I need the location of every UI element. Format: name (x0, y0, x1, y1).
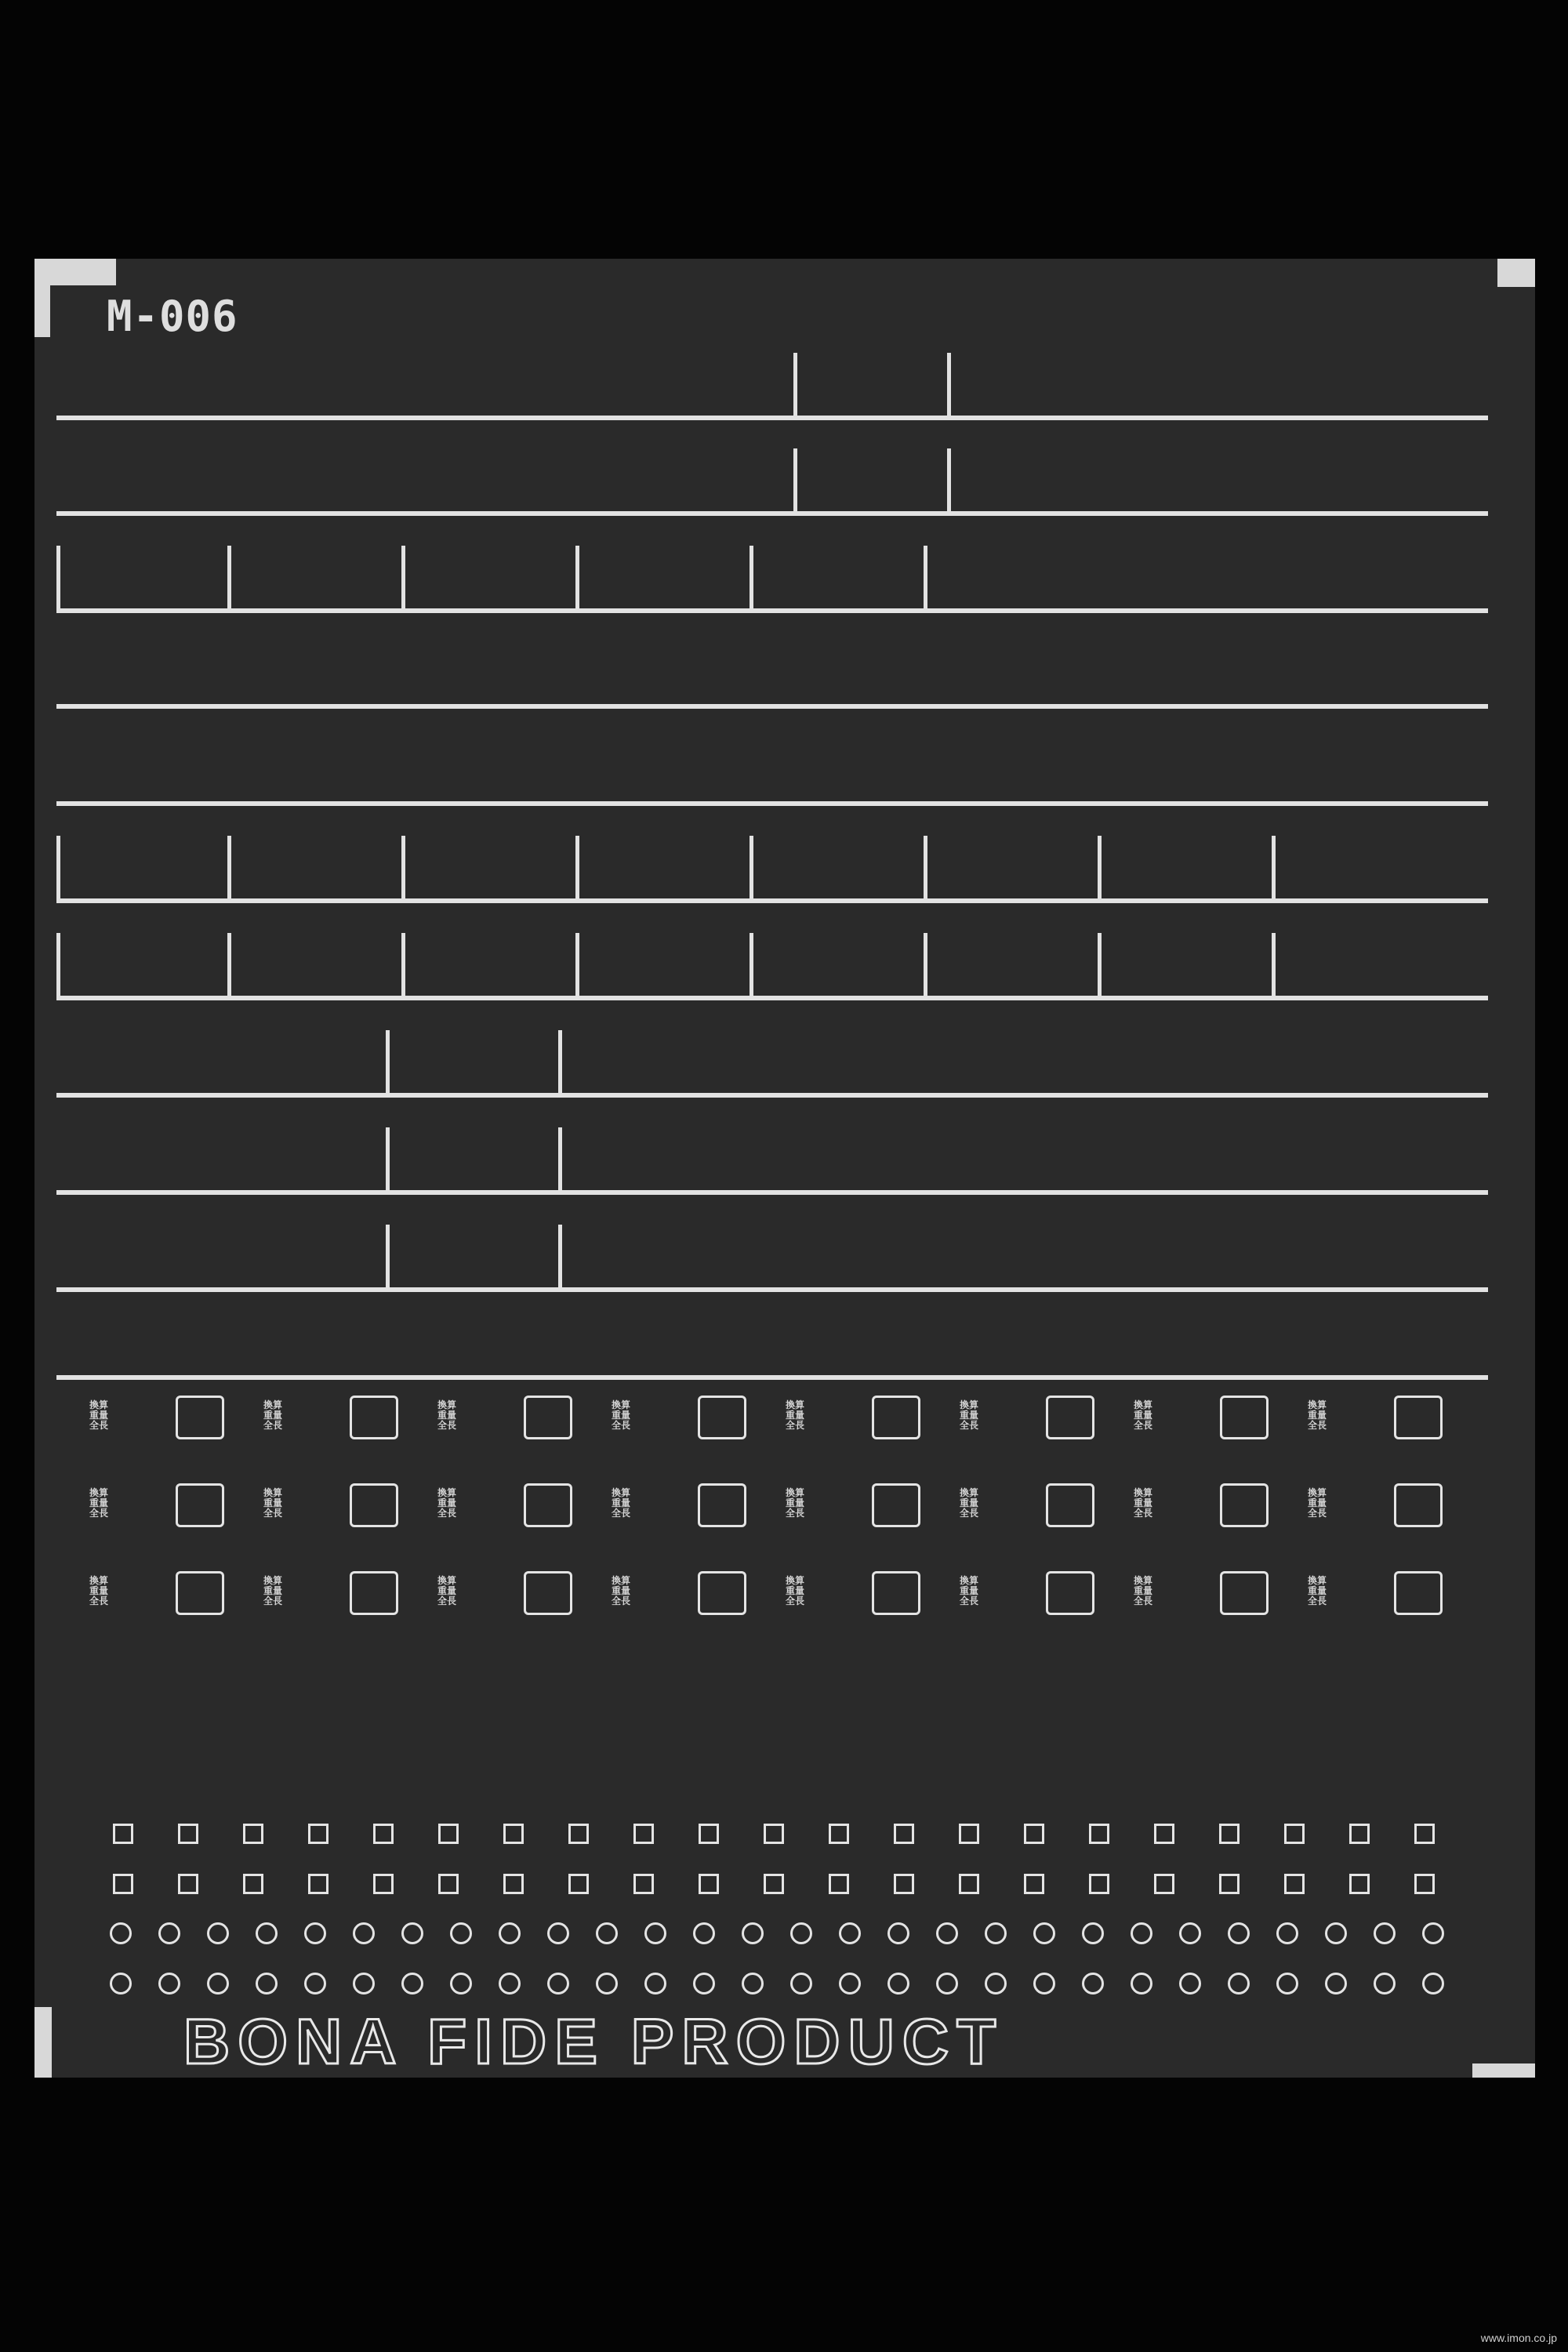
square-mark (1414, 1824, 1435, 1844)
capacity-plate (1220, 1483, 1269, 1527)
circle-mark (401, 1973, 423, 1994)
circle-mark (353, 1973, 375, 1994)
section-divider (227, 933, 231, 1000)
capacity-plate (176, 1396, 224, 1439)
square-mark (1154, 1874, 1174, 1894)
spec-block: 換算 重量 全長 (263, 1575, 283, 1606)
capacity-plate (1220, 1396, 1269, 1439)
circle-mark (644, 1973, 666, 1994)
square-mark (568, 1874, 589, 1894)
circle-mark (1179, 1922, 1201, 1944)
spec-block: 換算 重量 全長 (89, 1399, 109, 1431)
circle-mark (1228, 1922, 1250, 1944)
circle-mark (887, 1922, 909, 1944)
square-mark (1414, 1874, 1435, 1894)
circle-mark (742, 1922, 764, 1944)
circle-mark (547, 1973, 569, 1994)
square-mark (373, 1824, 394, 1844)
capacity-plate (698, 1483, 746, 1527)
spec-block: 換算 重量 全長 (1308, 1399, 1327, 1431)
spec-block: 換算 重量 全長 (263, 1399, 283, 1431)
spec-block: 換算 重量 全長 (437, 1575, 457, 1606)
spec-block: 換算 重量 全長 (437, 1399, 457, 1431)
circle-mark (1374, 1973, 1396, 1994)
square-mark (894, 1824, 914, 1844)
decal-row (56, 618, 1488, 709)
circle-mark (110, 1973, 132, 1994)
capacity-plate (524, 1483, 572, 1527)
circle-mark (256, 1973, 278, 1994)
circle-mark (158, 1973, 180, 1994)
capacity-plate (872, 1571, 920, 1615)
circle-mark (936, 1922, 958, 1944)
circle-mark (1228, 1973, 1250, 1994)
section-divider (947, 448, 951, 516)
circle-mark (1179, 1973, 1201, 1994)
row-divider (56, 1287, 1488, 1292)
circle-mark (304, 1922, 326, 1944)
capacity-plate (524, 1571, 572, 1615)
section-divider (386, 1127, 390, 1195)
square-mark (764, 1874, 784, 1894)
capacity-plate (1394, 1396, 1443, 1439)
row-divider (56, 1375, 1488, 1380)
spec-block: 換算 重量 全長 (786, 1575, 805, 1606)
square-mark (633, 1874, 654, 1894)
section-divider (1272, 836, 1276, 903)
circle-mark (936, 1973, 958, 1994)
capacity-plate (350, 1571, 398, 1615)
corner-mark (34, 259, 50, 337)
square-mark (503, 1824, 524, 1844)
circle-mark (207, 1973, 229, 1994)
section-divider (924, 546, 927, 613)
spec-block: 換算 重量 全長 (960, 1487, 979, 1519)
circle-mark (1374, 1922, 1396, 1944)
circle-mark (1325, 1922, 1347, 1944)
circle-mark (790, 1973, 812, 1994)
square-mark (568, 1824, 589, 1844)
section-divider (386, 1030, 390, 1098)
section-divider (558, 1030, 562, 1098)
row-divider (56, 511, 1488, 516)
spec-block: 換算 重量 全長 (612, 1487, 631, 1519)
square-mark (438, 1874, 459, 1894)
square-mark (1089, 1824, 1109, 1844)
section-divider (947, 353, 951, 420)
circle-mark (985, 1973, 1007, 1994)
circle-mark (693, 1922, 715, 1944)
circle-mark (1033, 1922, 1055, 1944)
capacity-plate (1394, 1571, 1443, 1615)
section-divider (924, 933, 927, 1000)
capacity-plate (698, 1571, 746, 1615)
spec-block: 換算 重量 全長 (1134, 1487, 1153, 1519)
section-divider (386, 1225, 390, 1292)
square-mark (1219, 1874, 1240, 1894)
decal-row (56, 812, 1488, 903)
brand-text: BONA FIDE PRODUCT (183, 2006, 1004, 2078)
capacity-plate (1394, 1483, 1443, 1527)
corner-mark (34, 2007, 52, 2078)
row-divider (56, 801, 1488, 806)
square-mark (1284, 1824, 1305, 1844)
section-divider (56, 546, 60, 613)
spec-block: 換算 重量 全長 (960, 1399, 979, 1431)
section-divider (227, 546, 231, 613)
section-divider (1272, 933, 1276, 1000)
square-mark (308, 1874, 328, 1894)
capacity-plate (698, 1396, 746, 1439)
spec-block: 換算 重量 全長 (786, 1487, 805, 1519)
row-divider (56, 416, 1488, 420)
square-mark (178, 1874, 198, 1894)
square-mark (1089, 1874, 1109, 1894)
circle-mark (401, 1922, 423, 1944)
circle-mark (1131, 1973, 1152, 1994)
circle-mark (450, 1922, 472, 1944)
square-mark (1349, 1824, 1370, 1844)
square-mark (373, 1874, 394, 1894)
square-mark (113, 1874, 133, 1894)
row-divider (56, 704, 1488, 709)
spec-block: 換算 重量 全長 (1308, 1575, 1327, 1606)
circle-mark (353, 1922, 375, 1944)
sheet-code: M-006 (107, 292, 238, 341)
spec-block: 換算 重量 全長 (263, 1487, 283, 1519)
circle-mark (158, 1922, 180, 1944)
decal-row (56, 522, 1488, 613)
capacity-plate (176, 1483, 224, 1527)
square-mark (113, 1824, 133, 1844)
square-mark (699, 1824, 719, 1844)
circle-mark (790, 1922, 812, 1944)
corner-mark (1497, 259, 1535, 287)
circle-mark (1422, 1922, 1444, 1944)
decal-row (56, 1007, 1488, 1098)
section-divider (750, 836, 753, 903)
circle-mark (596, 1973, 618, 1994)
square-mark (894, 1874, 914, 1894)
row-divider (56, 608, 1488, 613)
spec-block: 換算 重量 全長 (1134, 1399, 1153, 1431)
square-mark (764, 1824, 784, 1844)
section-divider (575, 933, 579, 1000)
decal-row (56, 1104, 1488, 1195)
decal-row (56, 1201, 1488, 1292)
spec-block: 換算 重量 全長 (612, 1575, 631, 1606)
square-mark (829, 1824, 849, 1844)
corner-mark (1472, 2063, 1535, 2078)
spec-block: 換算 重量 全長 (786, 1399, 805, 1431)
circle-mark (499, 1973, 521, 1994)
section-divider (401, 546, 405, 613)
section-divider (793, 448, 797, 516)
section-divider (56, 836, 60, 903)
section-divider (227, 836, 231, 903)
circle-mark (1276, 1973, 1298, 1994)
square-mark (438, 1824, 459, 1844)
capacity-plate (524, 1396, 572, 1439)
capacity-plate (350, 1396, 398, 1439)
square-mark (1349, 1874, 1370, 1894)
square-mark (829, 1874, 849, 1894)
circle-mark (1325, 1973, 1347, 1994)
capacity-plate (1046, 1396, 1094, 1439)
section-divider (401, 836, 405, 903)
square-mark (308, 1824, 328, 1844)
circle-mark (1422, 1973, 1444, 1994)
circle-mark (644, 1922, 666, 1944)
decal-row (56, 425, 1488, 516)
square-mark (959, 1874, 979, 1894)
spec-block: 換算 重量 全長 (1308, 1487, 1327, 1519)
square-mark (178, 1824, 198, 1844)
section-divider (558, 1225, 562, 1292)
capacity-plate (872, 1483, 920, 1527)
watermark: www.imon.co.jp (1480, 2332, 1557, 2344)
section-divider (558, 1127, 562, 1195)
circle-mark (1033, 1973, 1055, 1994)
circle-mark (1276, 1922, 1298, 1944)
circle-mark (256, 1922, 278, 1944)
circle-mark (499, 1922, 521, 1944)
capacity-plate (1046, 1571, 1094, 1615)
decal-sheet (34, 259, 1535, 2078)
square-mark (243, 1874, 263, 1894)
number-row (56, 1301, 1488, 1380)
circle-mark (887, 1973, 909, 1994)
section-divider (750, 546, 753, 613)
circle-mark (1131, 1922, 1152, 1944)
section-divider (56, 933, 60, 1000)
row-divider (56, 1190, 1488, 1195)
section-divider (401, 933, 405, 1000)
circle-mark (450, 1973, 472, 1994)
capacity-plate (872, 1396, 920, 1439)
circle-mark (985, 1922, 1007, 1944)
square-mark (1024, 1824, 1044, 1844)
section-divider (575, 546, 579, 613)
square-mark (1024, 1874, 1044, 1894)
square-mark (1154, 1824, 1174, 1844)
spec-block: 換算 重量 全長 (89, 1575, 109, 1606)
section-divider (1098, 933, 1102, 1000)
capacity-plate (176, 1571, 224, 1615)
circle-mark (839, 1922, 861, 1944)
spec-block: 換算 重量 全長 (1134, 1575, 1153, 1606)
decal-row (56, 715, 1488, 806)
circle-mark (547, 1922, 569, 1944)
spec-block: 換算 重量 全長 (437, 1487, 457, 1519)
square-mark (959, 1824, 979, 1844)
circle-mark (596, 1922, 618, 1944)
circle-mark (742, 1973, 764, 1994)
capacity-plate (1220, 1571, 1269, 1615)
spec-block: 換算 重量 全長 (960, 1575, 979, 1606)
section-divider (1098, 836, 1102, 903)
circle-mark (693, 1973, 715, 1994)
capacity-plate (350, 1483, 398, 1527)
spec-block: 換算 重量 全長 (612, 1399, 631, 1431)
circle-mark (1082, 1922, 1104, 1944)
section-divider (575, 836, 579, 903)
section-divider (793, 353, 797, 420)
section-divider (924, 836, 927, 903)
circle-mark (110, 1922, 132, 1944)
circle-mark (839, 1973, 861, 1994)
decal-row (56, 909, 1488, 1000)
square-mark (633, 1824, 654, 1844)
decal-row (56, 329, 1488, 420)
section-divider (750, 933, 753, 1000)
spec-block: 換算 重量 全長 (89, 1487, 109, 1519)
circle-mark (304, 1973, 326, 1994)
circle-mark (1082, 1973, 1104, 1994)
square-mark (503, 1874, 524, 1894)
circle-mark (207, 1922, 229, 1944)
square-mark (1219, 1824, 1240, 1844)
capacity-plate (1046, 1483, 1094, 1527)
square-mark (1284, 1874, 1305, 1894)
square-mark (243, 1824, 263, 1844)
row-divider (56, 1093, 1488, 1098)
square-mark (699, 1874, 719, 1894)
